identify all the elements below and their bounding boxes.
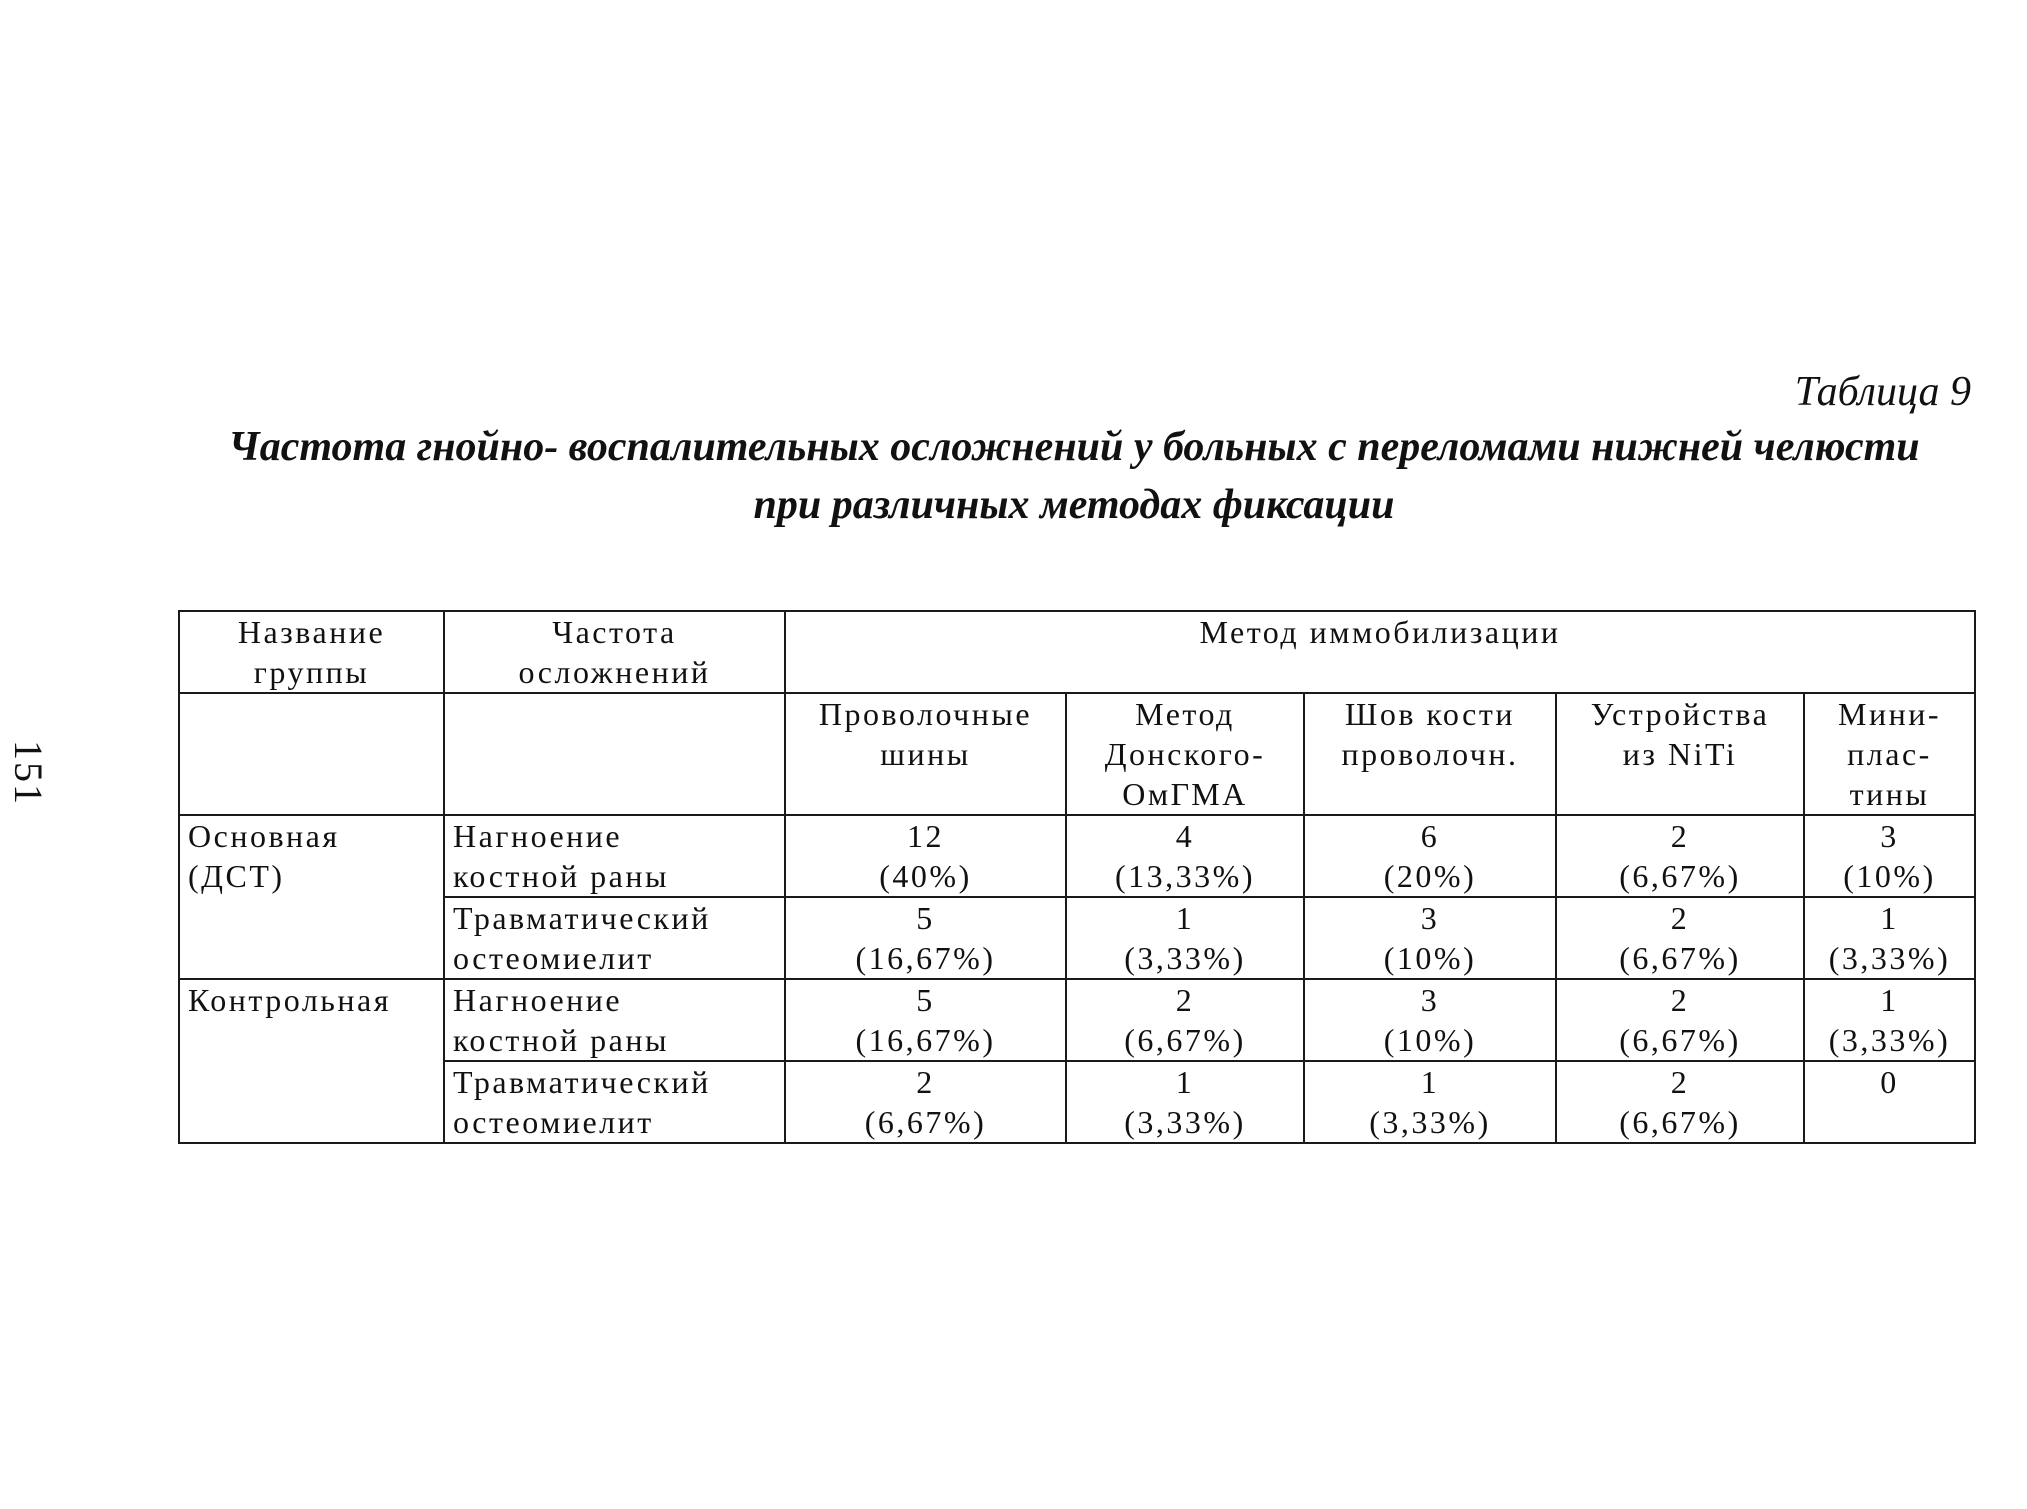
empty-cell xyxy=(179,693,444,815)
complication-type: Нагноение костной раны xyxy=(444,979,785,1061)
method-miniplates: Мини- плас- тины xyxy=(1804,693,1975,815)
complications-table xyxy=(178,610,1976,1144)
group-name-main: Основная (ДСТ) xyxy=(179,815,444,979)
value-cell: 1 (3,33%) xyxy=(1066,1061,1304,1143)
value-cell: 6 (20%) xyxy=(1304,815,1556,897)
title-line-1: Частота гнойно- воспалительных осложнений у больных с переломами нижней челюсти xyxy=(228,424,1920,470)
table-row xyxy=(179,1061,1975,1143)
table-label: Таблица 9 xyxy=(1794,369,1971,415)
table-title xyxy=(170,418,1978,534)
header-group-name: Название группы xyxy=(179,611,444,693)
complication-type: Травматический остеомиелит xyxy=(444,897,785,979)
page-number: 151 xyxy=(6,740,51,806)
value-cell: 2 (6,67%) xyxy=(1556,815,1804,897)
complication-type: Травматический остеомиелит xyxy=(444,1061,785,1143)
value-cell: 0 xyxy=(1804,1061,1975,1143)
method-donskoy: Метод Донского- ОмГМА xyxy=(1066,693,1304,815)
value-cell: 1 (3,33%) xyxy=(1804,897,1975,979)
value-cell: 1 (3,33%) xyxy=(1804,979,1975,1061)
empty-cell xyxy=(444,693,785,815)
method-wire-splints: Проволочные шины xyxy=(785,693,1066,815)
value-cell: 12 (40%) xyxy=(785,815,1066,897)
value-cell: 5 (16,67%) xyxy=(785,897,1066,979)
title-line-2: при различных методах фиксации xyxy=(753,482,1395,528)
complication-type: Нагноение костной раны xyxy=(444,815,785,897)
value-cell: 2 (6,67%) xyxy=(1556,979,1804,1061)
table-row xyxy=(179,897,1975,979)
value-cell: 3 (10%) xyxy=(1804,815,1975,897)
group-name-control: Контрольная xyxy=(179,979,444,1143)
value-cell: 5 (16,67%) xyxy=(785,979,1066,1061)
table-row xyxy=(179,815,1975,897)
value-cell: 2 (6,67%) xyxy=(1556,897,1804,979)
method-bone-suture: Шов кости проволочн. xyxy=(1304,693,1556,815)
value-cell: 4 (13,33%) xyxy=(1066,815,1304,897)
value-cell: 1 (3,33%) xyxy=(1066,897,1304,979)
header-immobilization-method: Метод иммобилизации xyxy=(785,611,1975,693)
table-row xyxy=(179,979,1975,1061)
value-cell: 2 (6,67%) xyxy=(785,1061,1066,1143)
value-cell: 3 (10%) xyxy=(1304,979,1556,1061)
method-subheader-row xyxy=(179,693,1975,815)
header-row xyxy=(179,611,1975,693)
value-cell: 1 (3,33%) xyxy=(1304,1061,1556,1143)
header-complication-frequency: Частота осложнений xyxy=(444,611,785,693)
method-niti-devices: Устройства из NiTi xyxy=(1556,693,1804,815)
value-cell: 2 (6,67%) xyxy=(1556,1061,1804,1143)
value-cell: 3 (10%) xyxy=(1304,897,1556,979)
value-cell: 2 (6,67%) xyxy=(1066,979,1304,1061)
